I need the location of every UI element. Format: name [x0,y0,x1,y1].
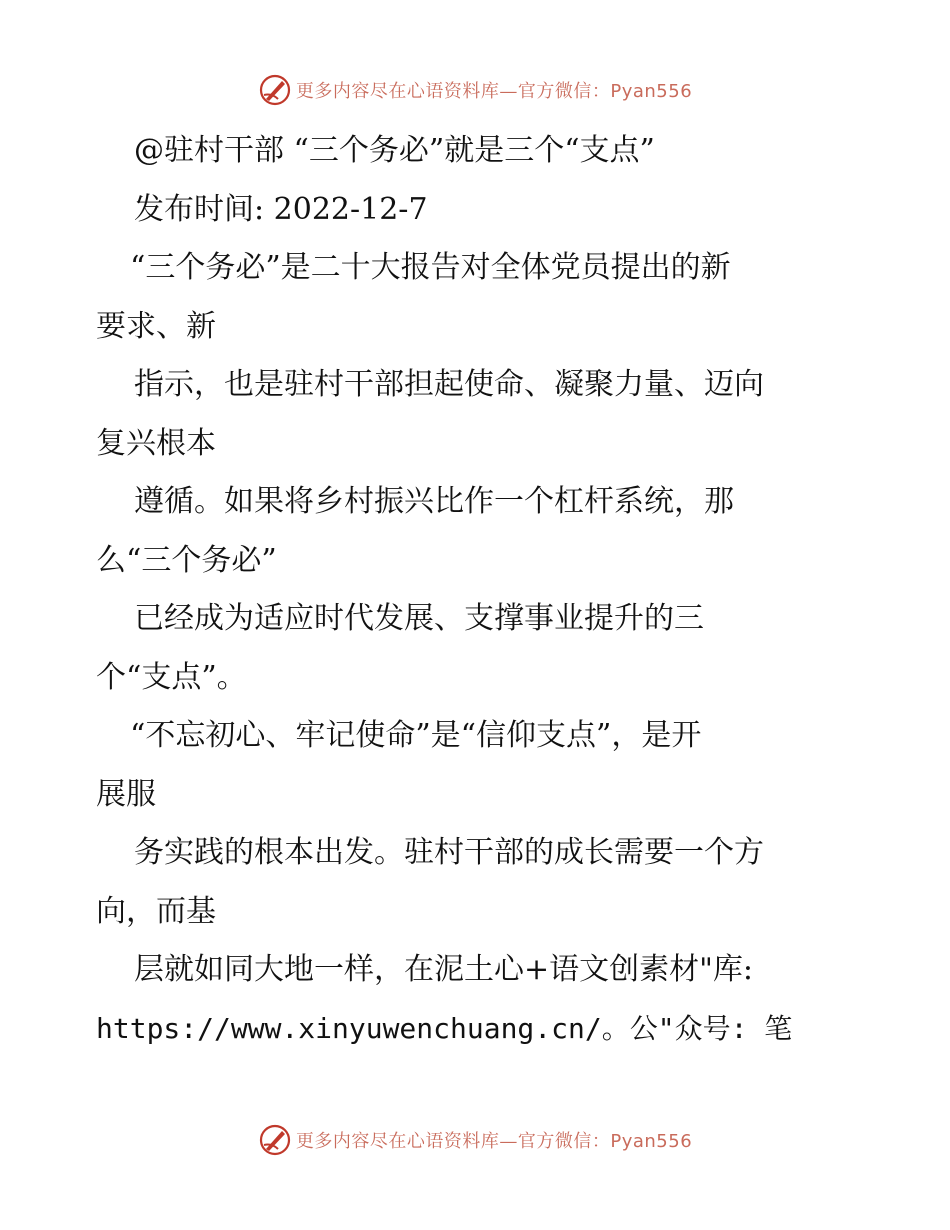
header-watermark [0,70,950,110]
quill-logo-icon [258,1123,292,1157]
quill-logo-icon [258,73,292,107]
paragraph-line: 务实践的根本出发。驻村干部的成长需要一个方 [134,835,764,870]
paragraph-line: 指示，也是驻村干部担起使命、凝聚力量、迈向 [134,367,764,402]
article-body [96,122,856,1058]
paragraph-line: https://www.xinyuwenchuang.cn/。公"众号: 笔 [96,1011,793,1045]
watermark-text: 更多内容尽在心语资料库—官方微信：Pyan556 [295,81,693,102]
paragraph-line: “不忘初心、牢记使命”是“信仰支点”，是开 [130,718,702,753]
paragraph-line: “三个务必”是二十大报告对全体党员提出的新 [130,250,731,285]
paragraph-line: 要求、新 [96,308,216,344]
article-title: @驻村干部 “三个务必”就是三个“支点” [134,133,655,168]
paragraph-line: 已经成为适应时代发展、支撑事业提升的三 [134,601,704,636]
paragraph-line: 复兴根本 [96,425,216,461]
paragraph-line: 遵循。如果将乡村振兴比作一个杠杆系统，那 [134,484,734,519]
paragraph-line: 么“三个务必” [96,542,277,578]
paragraph-line: 向，而基 [96,893,216,929]
footer-watermark [0,1120,950,1160]
watermark-wechat-id: Pyan556 [610,81,693,102]
publish-date: 发布时间: 2022-12-7 [134,191,428,227]
watermark-wechat-id: Pyan556 [610,1131,693,1152]
paragraph-line: 展服 [96,776,156,812]
paragraph-line: 层就如同大地一样，在泥土心+语文创素材"库: [134,952,754,987]
paragraph-line: 个“支点”。 [96,659,247,695]
watermark-text: 更多内容尽在心语资料库—官方微信：Pyan556 [295,1131,693,1152]
